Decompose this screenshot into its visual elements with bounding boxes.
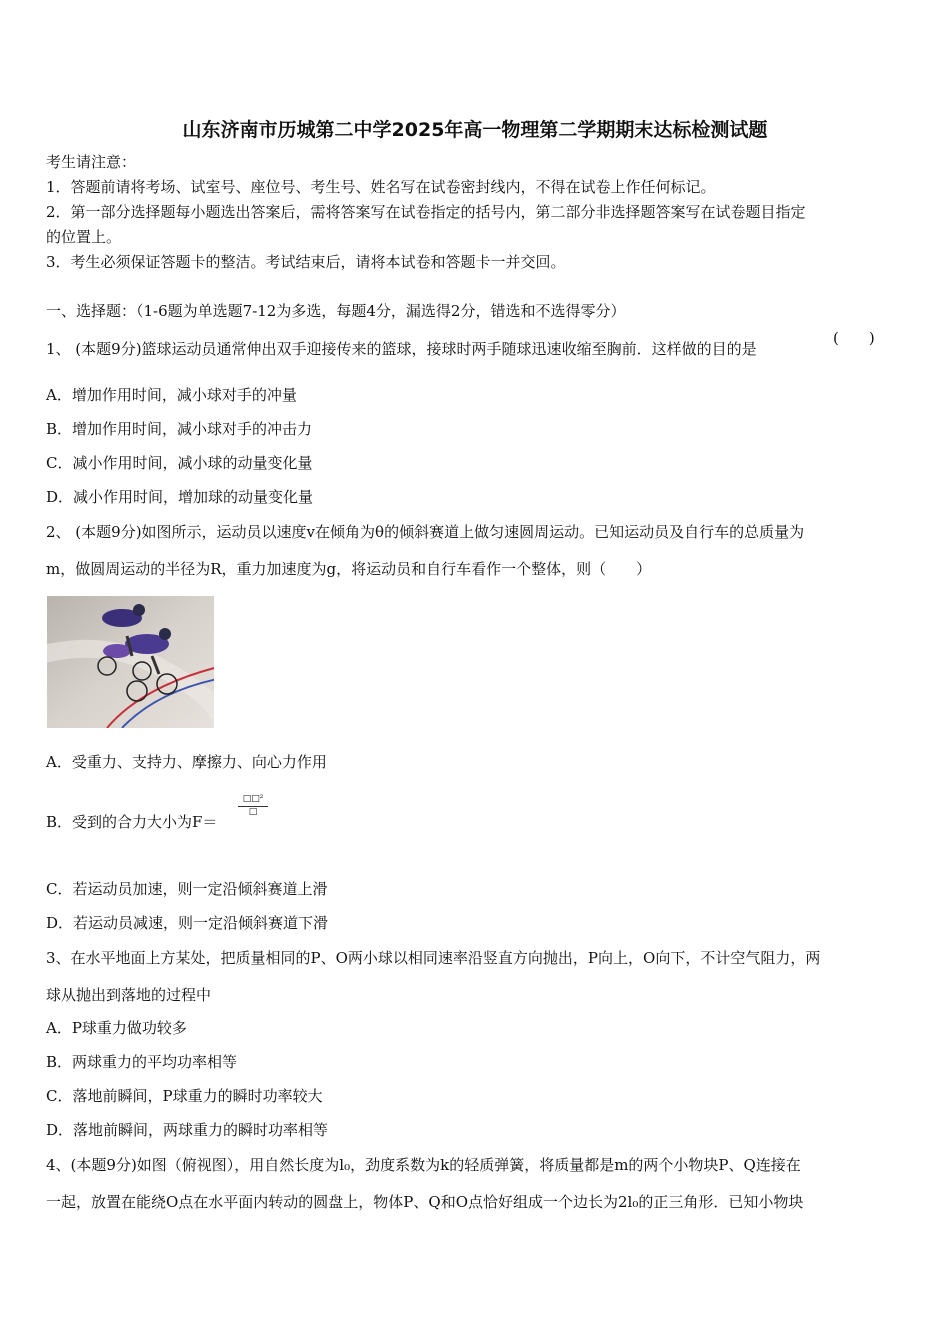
page-title: 山东济南市历城第二中学2025年高一物理第二学期期末达标检测试题 (182, 119, 768, 141)
question-1-answer-paren: ( ) (833, 329, 875, 347)
formula-denominator: □ (248, 807, 258, 817)
question-3-option-a: A．P球重力做功较多 (46, 1019, 187, 1037)
question-3-option-c: C．落地前瞬间，P球重力的瞬时功率较大 (46, 1087, 323, 1105)
notice-item-1: 1．答题前请将考场、试室号、座位号、考生号、姓名写在试卷密封线内，不得在试卷上作任何标记。 (46, 178, 716, 196)
question-3-stem-line-1: 3、在水平地面上方某处，把质量相同的P、O两小球以相同速率沿竖直方向抛出，P向上，O向下，不计空气阻力，两 (46, 949, 821, 967)
question-4-stem-line-1: 4、(本题9分)如图（俯视图），用自然长度为l₀，劲度系数为k的轻质弹簧，将质量都是m的两个小物块P、Q连接在 (46, 1156, 801, 1174)
question-2-stem-line-1: 2、 (本题9分)如图所示，运动员以速度v在倾角为θ的倾斜赛道上做匀速圆周运动。已知运动员及自行车的总质量为 (46, 523, 805, 541)
question-3-option-d: D．落地前瞬间，两球重力的瞬时功率相等 (46, 1121, 329, 1139)
question-2-option-d: D．若运动员减速，则一定沿倾斜赛道下滑 (46, 914, 329, 932)
notice-item-3: 3．考生必须保证答题卡的整洁。考试结束后，请将本试卷和答题卡一并交回。 (46, 253, 566, 271)
formula-numerator: □□² (238, 794, 268, 807)
question-4-stem-line-2: 一起，放置在能绕O点在水平面内转动的圆盘上，物体P、Q和O点恰好组成一个边长为2l₀的正三角形．已知小物块 (46, 1193, 804, 1211)
question-1-option-a: A．增加作用时间，减小球对手的冲量 (46, 386, 297, 404)
question-1-option-c: C．减小作用时间，减小球的动量变化量 (46, 454, 313, 472)
question-2-option-b: B．受到的合力大小为F＝ (46, 813, 218, 831)
question-1-option-d: D．减小作用时间，增加球的动量变化量 (46, 488, 314, 506)
cyclists-track-photo (47, 596, 214, 728)
question-1-stem: 1、 (本题9分)篮球运动员通常伸出双手迎接传来的篮球，接球时两手随球迅速收缩至胸前．这样做的目的是 (46, 340, 757, 358)
notice-heading: 考生请注意： (46, 153, 137, 171)
notice-item-2: 2．第一部分选择题每小题选出答案后，需将答案写在试卷指定的括号内，第二部分非选择题答案写在试卷题目指定 (46, 203, 806, 221)
question-3-option-b: B．两球重力的平均功率相等 (46, 1053, 238, 1071)
question-2-formula (238, 794, 268, 818)
question-2-option-a: A．受重力、支持力、摩擦力、向心力作用 (46, 753, 327, 771)
notice-item-2-cont: 的位置上。 (46, 228, 122, 246)
question-2-option-c: C．若运动员加速，则一定沿倾斜赛道上滑 (46, 880, 328, 898)
question-3-stem-line-2: 球从抛出到落地的过程中 (46, 986, 212, 1004)
question-1-option-b: B．增加作用时间，减小球对手的冲击力 (46, 420, 313, 438)
question-2-stem-line-2: m，做圆周运动的半径为R，重力加速度为g，将运动员和自行车看作一个整体，则（ ） (46, 560, 652, 578)
section-heading: 一、选择题：（1-6题为单选题7-12为多选，每题4分，漏选得2分，错选和不选得零分） (46, 302, 626, 320)
